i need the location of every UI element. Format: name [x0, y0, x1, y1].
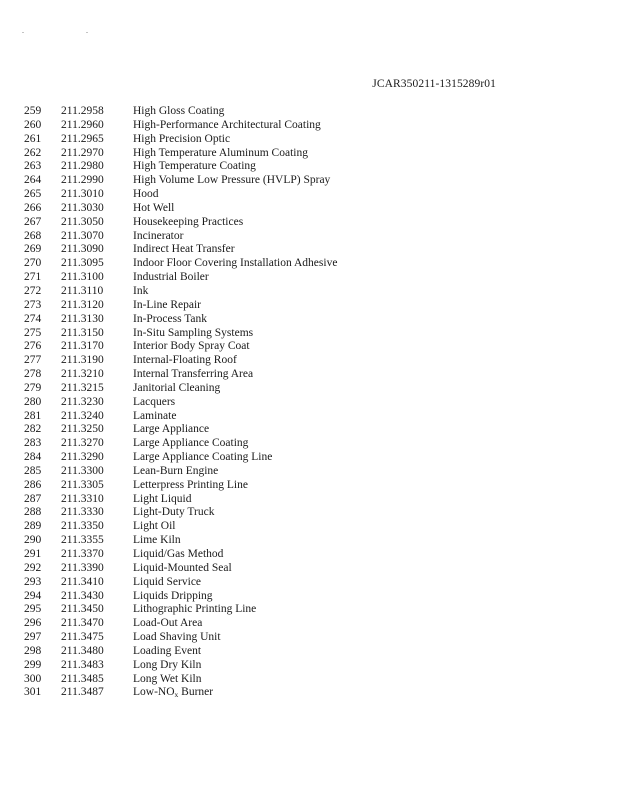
definition-row [24, 673, 433, 687]
definition-term [133, 368, 433, 382]
term-text: Liquid/Gas Method [133, 548, 224, 560]
definition-number: 280 [24, 395, 42, 408]
term-text: Lean-Burn Engine [133, 464, 219, 477]
section-number: 211.3240 [61, 409, 104, 422]
section-number: 211.3095 [61, 257, 104, 270]
term-text: Large Appliance [133, 423, 210, 436]
definition-number: 275 [24, 326, 42, 339]
definition-number: 283 [24, 437, 42, 450]
section-number: 211.3370 [61, 548, 104, 560]
definition-term [133, 617, 433, 631]
term-text: High Temperature Aluminum Coating [133, 146, 308, 159]
definition-number: 261 [24, 132, 42, 145]
section-number: 211.2965 [61, 132, 104, 145]
definition-term [133, 243, 433, 257]
section-number: 211.2970 [61, 146, 104, 159]
definition-row [24, 202, 433, 216]
term-text: Low-NO [133, 686, 175, 699]
term-subscript: x [174, 690, 179, 700]
definition-term [133, 285, 433, 299]
section-number: 211.3270 [61, 437, 104, 450]
definition-row [24, 590, 433, 604]
definition-term [133, 160, 433, 174]
definition-row [24, 299, 433, 313]
definition-number: 272 [24, 284, 42, 297]
definition-term [133, 534, 433, 548]
definition-row [24, 257, 433, 271]
section-number: 211.3300 [61, 464, 104, 477]
definition-term [133, 520, 433, 534]
section-number: 211.3050 [61, 215, 104, 228]
definition-number: 279 [24, 381, 42, 394]
term-text: Incinerator [133, 229, 184, 242]
section-number: 211.2990 [61, 174, 104, 187]
definition-row [24, 327, 433, 341]
definition-row [24, 243, 433, 257]
term-text: Light-Duty Truck [133, 506, 215, 519]
definition-term [133, 313, 433, 327]
definition-term [133, 437, 433, 451]
section-number: 211.3030 [61, 201, 104, 214]
definition-number: 269 [24, 243, 42, 256]
definition-row [24, 285, 433, 299]
definition-term [133, 645, 433, 659]
term-text: Hood [133, 188, 159, 201]
definition-number: 278 [24, 368, 42, 381]
term-text: Internal Transferring Area [133, 368, 254, 381]
term-text: Long Dry Kiln [133, 658, 202, 671]
term-text: High Volume Low Pressure (HVLP) Spray [133, 174, 331, 187]
section-number: 211.3310 [61, 492, 104, 505]
term-text: Light Liquid [133, 492, 192, 505]
definition-row [24, 603, 433, 617]
definition-number: 282 [24, 423, 42, 436]
section-number: 211.3170 [61, 340, 104, 353]
definition-row [24, 410, 433, 424]
term-text: Interior Body Spray Coat [133, 340, 250, 353]
definition-term [133, 119, 433, 133]
section-number: 211.2958 [61, 105, 104, 117]
definition-row [24, 423, 433, 437]
definition-row [24, 465, 433, 479]
section-number: 211.3290 [61, 451, 104, 464]
term-text: Large Appliance Coating [133, 437, 249, 450]
term-text: Indirect Heat Transfer [133, 243, 235, 256]
section-number: 211.2960 [61, 118, 104, 131]
section-number: 211.3470 [61, 617, 104, 630]
definition-number: 284 [24, 451, 42, 464]
definition-number: 294 [24, 589, 42, 602]
definition-term [133, 590, 433, 604]
definition-term [133, 257, 433, 271]
section-number: 211.3090 [61, 243, 104, 256]
term-text: Liquid-Mounted Seal [133, 561, 232, 574]
definition-term [133, 147, 433, 161]
definition-number: 264 [24, 174, 42, 187]
section-number: 211.3480 [61, 644, 104, 657]
section-number: 211.3305 [61, 478, 104, 491]
definitions-list [24, 105, 433, 700]
definition-number: 260 [24, 118, 42, 131]
section-number: 211.3390 [61, 561, 104, 574]
definition-row [24, 230, 433, 244]
definition-row [24, 396, 433, 410]
term-text: Lacquers [133, 395, 176, 408]
section-number: 211.3070 [61, 229, 104, 242]
term-text: High Precision Optic [133, 132, 231, 145]
definition-number: 266 [24, 201, 42, 214]
definition-term [133, 327, 433, 341]
term-text: Janitorial Cleaning [133, 381, 221, 394]
term-text: Letterpress Printing Line [133, 478, 248, 491]
definition-term [133, 133, 433, 147]
definition-row [24, 534, 433, 548]
term-suffix: Burner [178, 686, 214, 699]
definition-number: 267 [24, 215, 42, 228]
definition-row [24, 479, 433, 493]
definition-number: 259 [24, 105, 42, 117]
term-text: Lithographic Printing Line [133, 603, 257, 616]
definition-row [24, 354, 433, 368]
definition-row [24, 340, 433, 354]
definition-term [133, 603, 433, 617]
section-number: 211.3010 [61, 188, 104, 201]
definition-row [24, 548, 433, 562]
definition-row [24, 493, 433, 507]
definition-number: 290 [24, 534, 42, 547]
definition-row [24, 437, 433, 451]
definition-number: 277 [24, 354, 42, 367]
definition-number: 271 [24, 271, 42, 284]
term-text: Light Oil [133, 520, 176, 533]
term-text: Long Wet Kiln [133, 672, 202, 685]
definition-row [24, 313, 433, 327]
definition-term [133, 493, 433, 507]
definition-number: 291 [24, 548, 42, 560]
definition-term [133, 188, 433, 202]
section-number: 211.3483 [61, 658, 104, 671]
definition-row [24, 368, 433, 382]
definition-row [24, 617, 433, 631]
definition-term [133, 423, 433, 437]
definition-term [133, 354, 433, 368]
scan-marks: . . [22, 26, 118, 35]
definition-number: 270 [24, 257, 42, 270]
section-number: 211.3190 [61, 354, 104, 367]
definition-term [133, 410, 433, 424]
term-text: Load Shaving Unit [133, 631, 221, 644]
term-text: Industrial Boiler [133, 271, 209, 284]
definition-term [133, 562, 433, 576]
section-number: 211.3210 [61, 368, 104, 381]
definition-term [133, 202, 433, 216]
term-text: High Gloss Coating [133, 105, 225, 117]
definition-term [133, 105, 433, 119]
definition-row [24, 188, 433, 202]
term-text: Ink [133, 284, 149, 297]
definition-number: 268 [24, 229, 42, 242]
definition-row [24, 160, 433, 174]
section-number: 211.3350 [61, 520, 104, 533]
definition-row [24, 631, 433, 645]
definition-term [133, 673, 433, 687]
definition-term [133, 451, 433, 465]
term-text: Laminate [133, 409, 177, 422]
definition-term [133, 465, 433, 479]
term-text: In-Line Repair [133, 298, 202, 311]
section-number: 211.3110 [61, 284, 104, 297]
definition-row [24, 451, 433, 465]
section-number: 211.3475 [61, 631, 104, 644]
definition-term [133, 299, 433, 313]
definition-row [24, 659, 433, 673]
definition-number: 289 [24, 520, 42, 533]
definition-term [133, 382, 433, 396]
definition-number: 295 [24, 603, 42, 616]
term-text: Liquid Service [133, 575, 202, 588]
section-number: 211.3450 [61, 603, 104, 616]
definition-term [133, 271, 433, 285]
definition-row [24, 645, 433, 659]
term-text: High Temperature Coating [133, 160, 256, 173]
definition-row [24, 520, 433, 534]
section-number: 211.3130 [61, 312, 104, 325]
definition-term [133, 174, 433, 188]
definition-term [133, 340, 433, 354]
definition-term [133, 548, 433, 562]
definition-term [133, 396, 433, 410]
section-number: 211.3410 [61, 575, 104, 588]
definition-row [24, 133, 433, 147]
section-number: 211.3230 [61, 395, 104, 408]
section-number: 211.2980 [61, 160, 104, 173]
definition-row [24, 686, 433, 700]
definition-number: 273 [24, 298, 42, 311]
definition-row [24, 506, 433, 520]
definition-number: 300 [24, 672, 42, 685]
section-number: 211.3120 [61, 298, 104, 311]
definition-row [24, 271, 433, 285]
term-text: Lime Kiln [133, 534, 181, 547]
definition-term [133, 631, 433, 645]
definition-row [24, 576, 433, 590]
definition-number: 297 [24, 631, 42, 644]
definition-number: 285 [24, 464, 42, 477]
term-text: Internal-Floating Roof [133, 354, 237, 367]
section-number: 211.3487 [61, 686, 104, 699]
term-text: Indoor Floor Covering Installation Adhesive [133, 257, 338, 270]
definition-number: 292 [24, 561, 42, 574]
term-text: Large Appliance Coating Line [133, 451, 273, 464]
section-number: 211.3330 [61, 506, 104, 519]
definition-number: 281 [24, 409, 42, 422]
section-number: 211.3215 [61, 381, 104, 394]
definition-number: 287 [24, 492, 42, 505]
definition-term [133, 216, 433, 230]
definition-row [24, 119, 433, 133]
definition-number: 301 [24, 686, 42, 699]
term-text: Liquids Dripping [133, 589, 213, 602]
section-number: 211.3355 [61, 534, 104, 547]
definition-number: 286 [24, 478, 42, 491]
definition-row [24, 382, 433, 396]
document-id: JCAR350211-1315289r01 [372, 78, 496, 90]
definition-number: 296 [24, 617, 42, 630]
definition-term [133, 230, 433, 244]
section-number: 211.3150 [61, 326, 104, 339]
term-text: Load-Out Area [133, 617, 203, 630]
definition-term [133, 506, 433, 520]
term-text: Housekeeping Practices [133, 215, 244, 228]
definition-number: 299 [24, 658, 42, 671]
term-text: In-Process Tank [133, 312, 208, 325]
section-number: 211.3430 [61, 589, 104, 602]
section-number: 211.3100 [61, 271, 104, 284]
definition-number: 263 [24, 160, 42, 173]
definition-number: 293 [24, 575, 42, 588]
definition-row [24, 216, 433, 230]
definition-term [133, 576, 433, 590]
section-number: 211.3250 [61, 423, 104, 436]
definition-number: 274 [24, 312, 42, 325]
definition-number: 276 [24, 340, 42, 353]
definition-number: 262 [24, 146, 42, 159]
definition-number: 265 [24, 188, 42, 201]
definition-term [133, 659, 433, 673]
definition-number: 288 [24, 506, 42, 519]
definition-row [24, 174, 433, 188]
term-text: Loading Event [133, 644, 202, 657]
definition-row [24, 147, 433, 161]
definition-row [24, 105, 433, 119]
definition-row [24, 562, 433, 576]
term-text: In-Situ Sampling Systems [133, 326, 254, 339]
term-text: High-Performance Architectural Coating [133, 118, 321, 131]
definition-term [133, 686, 433, 700]
definition-term [133, 479, 433, 493]
section-number: 211.3485 [61, 672, 104, 685]
definition-number: 298 [24, 644, 42, 657]
term-text: Hot Well [133, 201, 175, 214]
